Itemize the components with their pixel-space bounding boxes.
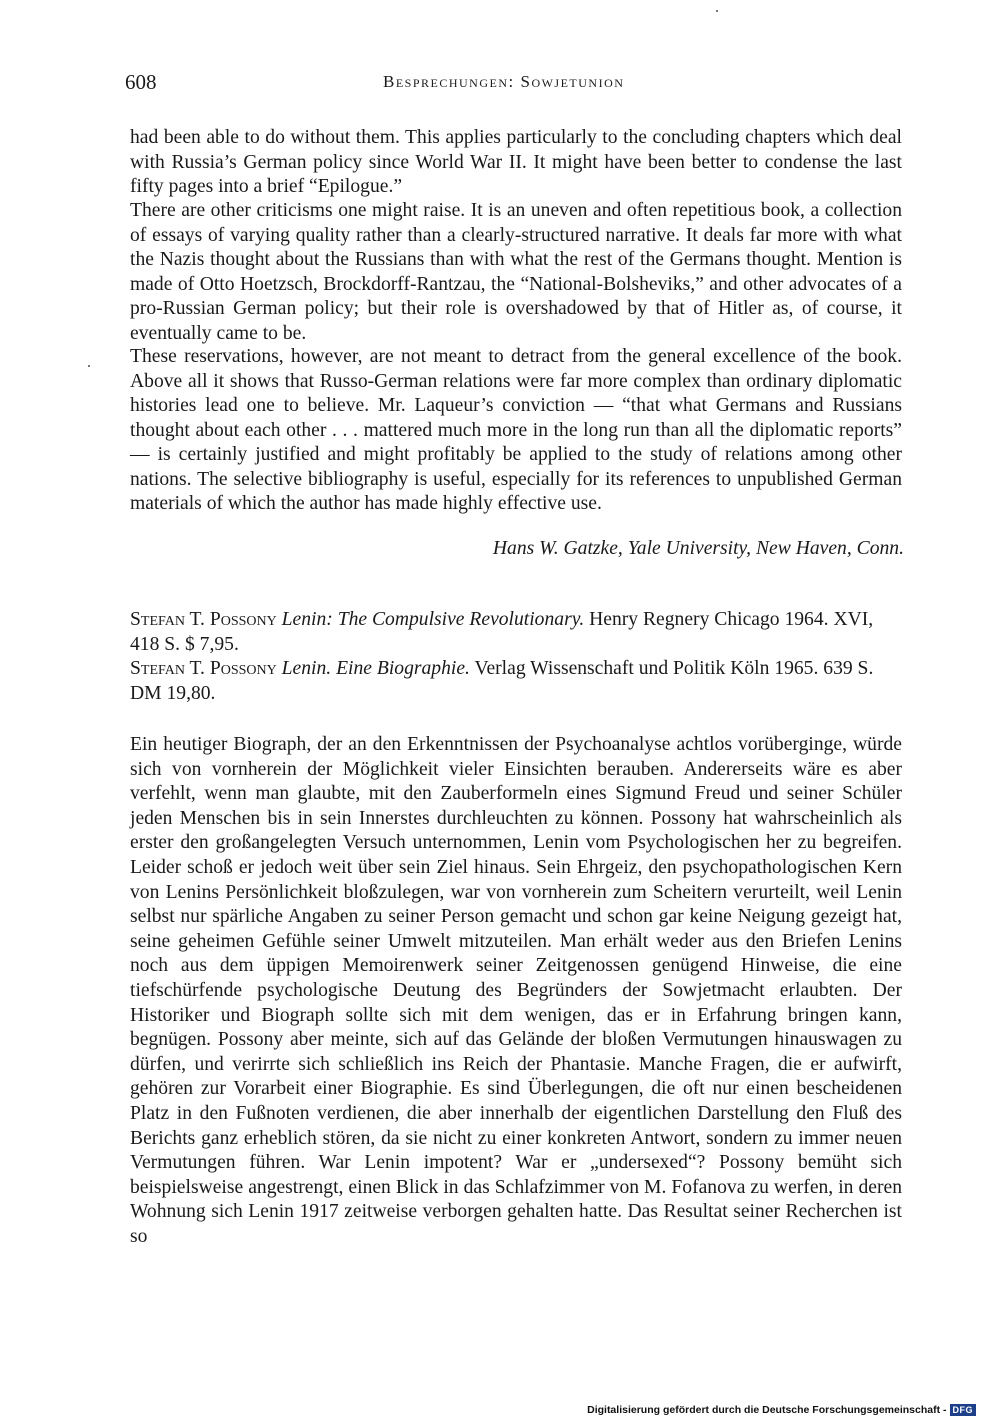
citation-details: Henry Regnery Chicago 1964. XVI, 418 S. $ 7,95. <box>130 609 874 655</box>
review1-paragraph-2: There are other criticisms one might raise. It is an uneven and often repetitious book, a collection of essays of varying quality rather than a clearly-structured narrative. It deals far more with what the Nazis thought about the Russians than with what the rest of the Germans thought. Mention is made of Otto Hoetzsch, Brockdorff-Rantzau, the “National-Bolsheviks,” and other advocates of a pro-Russian German policy; but their role is overshadowed by that of Hitler as, of course, it eventually came to be. <box>130 200 902 344</box>
book-citation <box>130 608 902 657</box>
scan-speck <box>716 10 718 12</box>
citation-title: Lenin. Eine Biographie. <box>281 658 470 679</box>
citation-author: Stefan T. Possony <box>130 658 277 679</box>
review1-paragraph-1: had been able to do without them. This applies particularly to the concluding chapters which deal with Russia’s German policy since World War II. It might have been better to condense the last fifty pages into a brief “Epilogue.” <box>130 127 902 197</box>
page-number: 608 <box>125 70 157 94</box>
citation-author: Stefan T. Possony <box>130 609 277 630</box>
citation-details: Verlag Wissenschaft und Politik Köln 1965. 639 S. DM 19,80. <box>130 658 874 704</box>
book-citation <box>130 657 902 706</box>
citation-title: Lenin: The Compulsive Revolutionary. <box>281 609 585 630</box>
review2-body: Ein heutiger Biograph, der an den Erkenntnissen der Psychoanalyse achtlos vorüberginge, würde sich von vornherein der Möglichkeit vieler Einsichten berauben. Andererseits wäre es aber verfehlt, wenn man glaubte, mit den Zauberformeln eines Sigmund Freud und seiner Schüler jeden Menschen bis in sein Innerstes durchleuchten zu können. Possony hat wahrscheinlich als erster den großangelegten Versuch unternommen, Lenin vom Psychologischen her zu begreifen. Leider schoß er jedoch weit über sein Ziel hinaus. Sein Ehrgeiz, den psychopathologischen Kern von Lenins Persönlichkeit bloßzulegen, war von vornherein zum Scheitern verurteilt, weil Lenin selbst nur spärliche Angaben zu seiner Person gemacht und schon gar keine Neigung gezeigt hat, seine geheimen Gefühle seiner Umwelt mitzuteilen. Man erhält weder aus den Briefen Lenins noch aus dem üppigen Memoirenwerk seiner Zeitgenossen genügend Hinweise, die eine tiefschürfende psychologische Deutung des Begründers der Sowjetmacht erlaubten. Der Historiker und Biograph sollte sich mit dem wenigen, das er in Erfahrung bringen kann, begnügen. Possony aber meinte, sich auf das Gelände der bloßen Vermutungen hinauswagen zu dürfen, und verirrte sich schließlich ins Reich der Phantasie. Manche Fragen, die er aufwirft, gehören zur Vorarbeit einer Biographie. Es sind Überlegungen, die oft nur einen bescheidenen Platz in den Fußnoten verdienen, die aber innerhalb der eigentlichen Darstellung den Fluß des Berichts ganz erheblich stören, da sie nicht zu einer konkreten Antwort, sondern zu immer neuen Vermutungen führen. War Lenin impotent? War er „undersexed“? Possony bemüht sich beispielsweise angestrengt, einen Blick in das Schlafzimmer von M. Fofanova zu werfen, in deren Wohnung sich Lenin 1917 zeitweise verborgen gehalten hatte. Das Resultat seiner Recherchen ist so <box>130 734 902 1247</box>
scan-speck <box>88 365 90 367</box>
review1-signature: Hans W. Gatzke, Yale University, New Haven, Conn. <box>492 538 904 559</box>
running-head: Besprechungen: Sowjetunion <box>383 72 625 91</box>
dfg-logo: DFG <box>950 1404 977 1416</box>
review1-paragraph-3: These reservations, however, are not meant to detract from the general excellence of the book. Above all it shows that Russo-German relations were far more complex than ordinary diplomatic histories lead one to believe. Mr. Laqueur’s conviction — “that what Germans and Russians thought about each other . . . mattered much more in the long run than all the diplomatic reports” — is certainly justified and might profitably be applied to the study of relations among other nations. The selective bibliography is useful, especially for its references to unpublished German materials of which the author has made highly effective use. <box>130 346 902 514</box>
footer-text: Digitalisierung gefördert durch die Deutsche Forschungsgemeinschaft - <box>587 1404 947 1416</box>
digitization-footer <box>587 1404 976 1416</box>
